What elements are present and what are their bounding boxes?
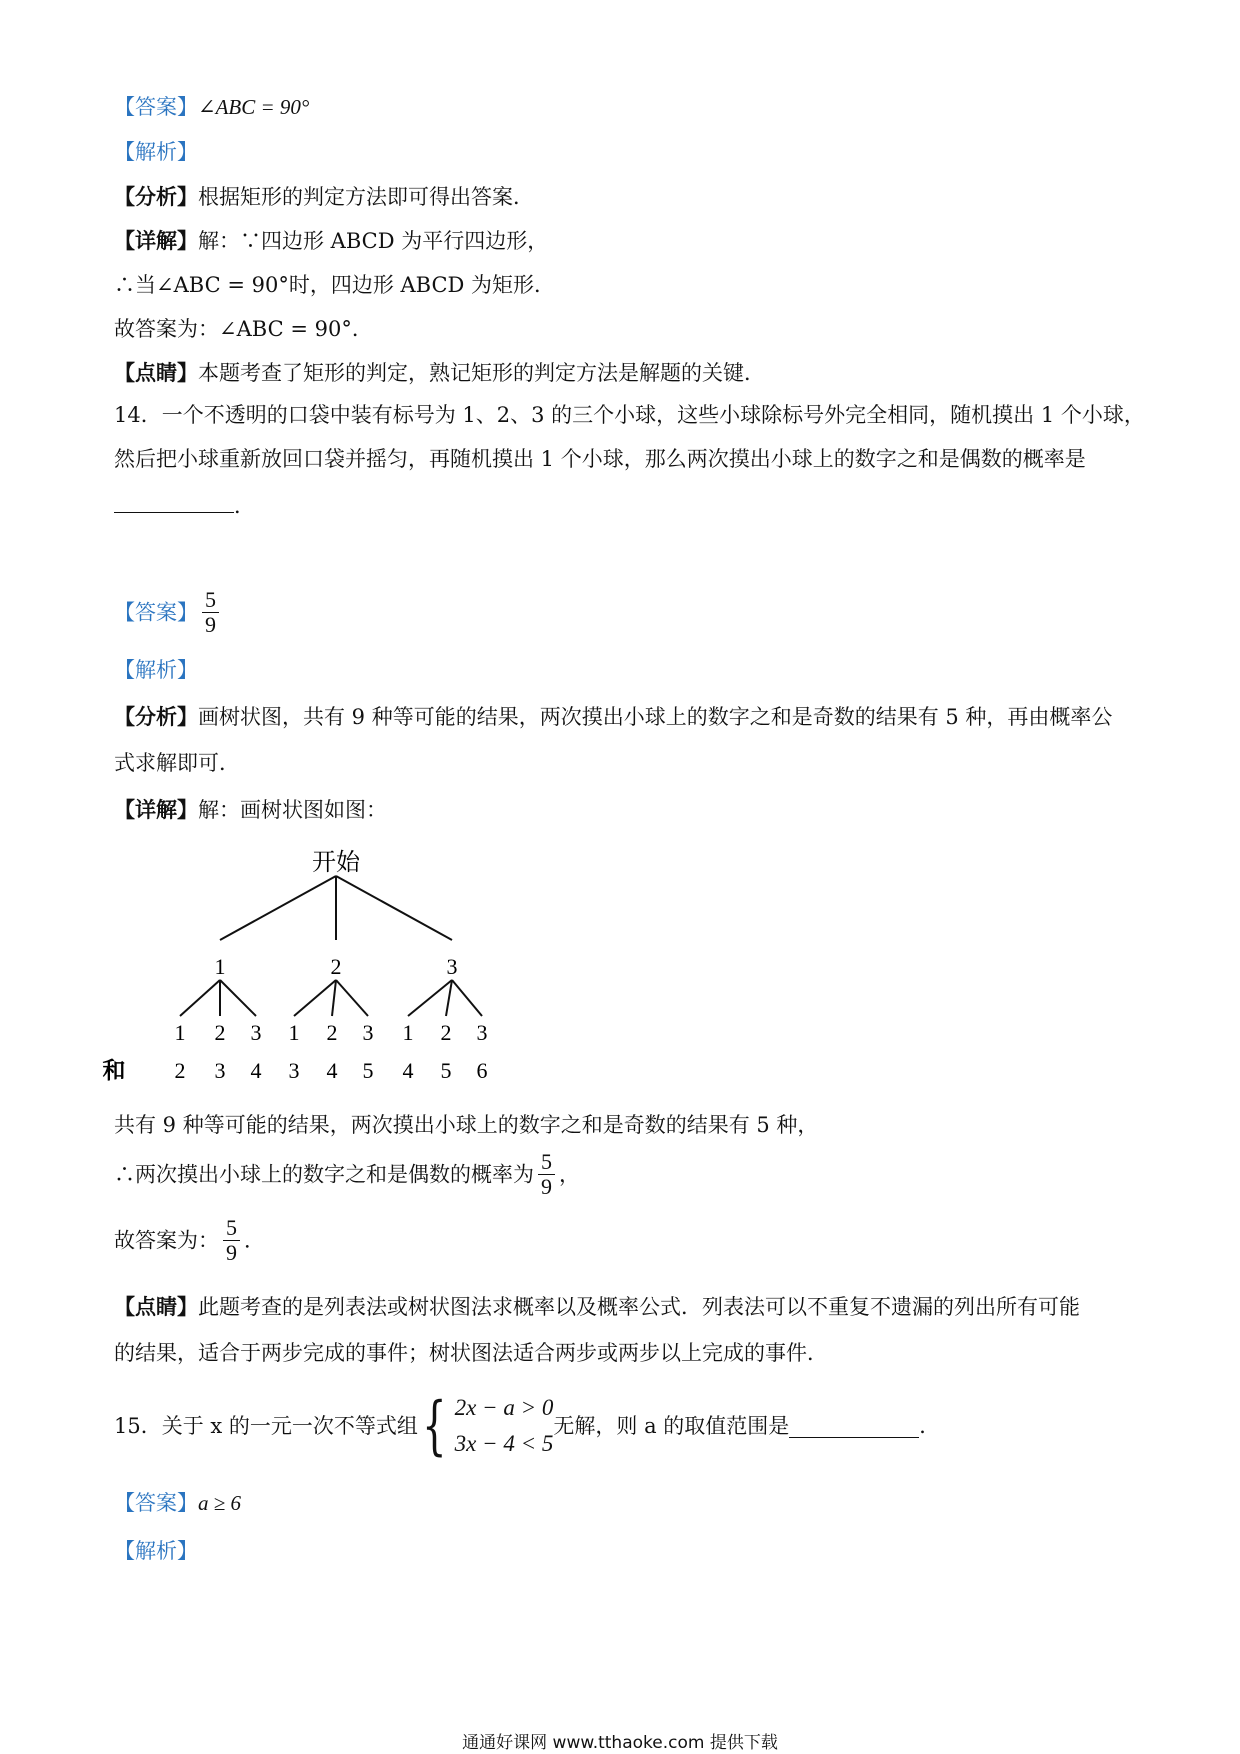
q14-detail-3: 故答案为： $\frac{5}{9}$ ． [114, 1215, 265, 1265]
q14-comment-2: 的结果，适合于两步完成的事件；树状图法适合两步或两步以上完成的事件． [114, 1341, 828, 1365]
q14-analysis-2: 式求解即可． [114, 751, 240, 775]
detail-label: 【详解】 [114, 797, 198, 822]
tree-sums [175, 1058, 488, 1083]
q13-detail-2: ∴当∠ABC = 90°时，四边形 ABCD 为矩形． [114, 273, 556, 297]
detail-label: 【详解】 [114, 228, 198, 253]
q14-stem-1: 14．一个不透明的口袋中装有标号为 1、2、3 的三个小球，这些小球除标号外完全相同，随机摸出 1 个小球， [114, 403, 1145, 427]
tree-first-node: 2 [330, 954, 342, 979]
q14-detail-1: 共有 9 种等可能的结果，两次摸出小球上的数字之和是奇数的结果有 5 种， [114, 1113, 819, 1137]
q14-analysis-1 [114, 702, 1112, 732]
q13-detail-1 [114, 226, 548, 256]
analysis-text: 根据矩形的判定方法即可得出答案． [198, 185, 534, 209]
tree-second-node: 3 [362, 1020, 374, 1045]
comment-text: 本题考查了矩形的判定，熟记矩形的判定方法是解题的关键． [198, 361, 765, 385]
detail-text: 解：画树状图如图： [198, 798, 387, 822]
tree-second-node: 3 [476, 1020, 488, 1045]
q14-stem-2: 然后把小球重新放回口袋并摇匀，再随机摸出 1 个小球，那么两次摸出小球上的数字之和是偶数的概率是 [114, 447, 1086, 471]
tree-second-node: 2 [440, 1020, 452, 1045]
comment-text: 此题考查的是列表法或树状图法求概率以及概率公式．列表法可以不重复不遗漏的列出所有可能 [198, 1295, 1080, 1319]
answer-blank [114, 490, 234, 513]
analysis-tag: 【解析】 [114, 658, 198, 682]
tree-second-node: 1 [174, 1020, 186, 1045]
tree-first-node: 1 [214, 954, 226, 979]
tree-lines [180, 876, 482, 1016]
analysis-text: 画树状图，共有 9 种等可能的结果，两次摸出小球上的数字之和是奇数的结果有 5 种，再由概率公 [198, 705, 1113, 729]
q13-answer-line [114, 92, 309, 122]
answer-tag: 【答案】 [114, 600, 198, 625]
tree-second-node: 2 [214, 1020, 226, 1045]
q14-answer-line [114, 588, 223, 658]
tree-second-node: 1 [288, 1020, 300, 1045]
tree-sum-value: 3 [288, 1058, 300, 1083]
comment-label: 【点睛】 [114, 1294, 198, 1319]
tree-sum-value: 4 [250, 1058, 262, 1083]
answer-blank [789, 1415, 919, 1438]
answer-tag: 【答案】 [114, 95, 198, 119]
q14-comment-1 [114, 1292, 1080, 1322]
tree-second-level [175, 1020, 488, 1045]
analysis-label: 【分析】 [114, 184, 198, 209]
q15-answer-line [114, 1488, 241, 1518]
tree-second-node: 2 [326, 1020, 338, 1045]
tree-second-node: 3 [250, 1020, 262, 1045]
tree-sum-value: 5 [362, 1058, 374, 1083]
system-brace: { [422, 1389, 447, 1463]
tree-sum-value: 4 [402, 1058, 414, 1083]
q14-detail-2: ∴两次摸出小球上的数字之和是偶数的概率为 $\frac{5}{9}$ ， [114, 1149, 580, 1199]
analysis-label: 【分析】 [114, 704, 198, 729]
tree-second-node: 1 [402, 1020, 414, 1045]
tree-first-node: 3 [446, 954, 458, 979]
tree-first-level [215, 954, 458, 979]
answer-value: a ≥ 6 [198, 1491, 242, 1515]
answer-value: ∠ABC = 90° [198, 95, 310, 119]
probability-fraction: $\frac{5}{9}$ [538, 1150, 555, 1199]
q15-stem: 15．关于 x 的一元一次不等式组{ 2x − a > 0 3x − 4 < 5 无解，则 a 的取值范围是 ． [114, 1389, 941, 1463]
q14-stem-blank: ． [114, 490, 255, 521]
q14-detail [114, 795, 387, 825]
analysis-tag: 【解析】 [114, 140, 198, 164]
answer-fraction: $\frac{5}{9}$ [202, 588, 219, 637]
tree-root: 开始 [312, 848, 360, 876]
tree-sum-value: 2 [174, 1058, 186, 1083]
tree-sum-value: 3 [214, 1058, 226, 1083]
answer-tag: 【答案】 [114, 1491, 198, 1515]
tree-diagram [100, 840, 520, 1090]
inequality-system: 2x − a > 0 3x − 4 < 5 [454, 1395, 554, 1456]
footer: 通通好课网 www.tthaoke.com 提供下载 [462, 1733, 778, 1753]
final-fraction: $\frac{5}{9}$ [223, 1216, 240, 1265]
detail-text: 解：∵四边形 ABCD 为平行四边形， [198, 229, 549, 253]
q13-analysis [114, 182, 534, 212]
q13-detail-3: 故答案为：∠ABC = 90°． [114, 317, 373, 341]
comment-label: 【点睛】 [114, 360, 198, 385]
tree-sum-value: 6 [476, 1058, 488, 1083]
tree-sum-value: 5 [440, 1058, 452, 1083]
analysis-tag: 【解析】 [114, 1539, 198, 1563]
sum-label: 和 [102, 1058, 126, 1084]
tree-sum-value: 4 [326, 1058, 338, 1083]
q13-comment [114, 358, 765, 388]
